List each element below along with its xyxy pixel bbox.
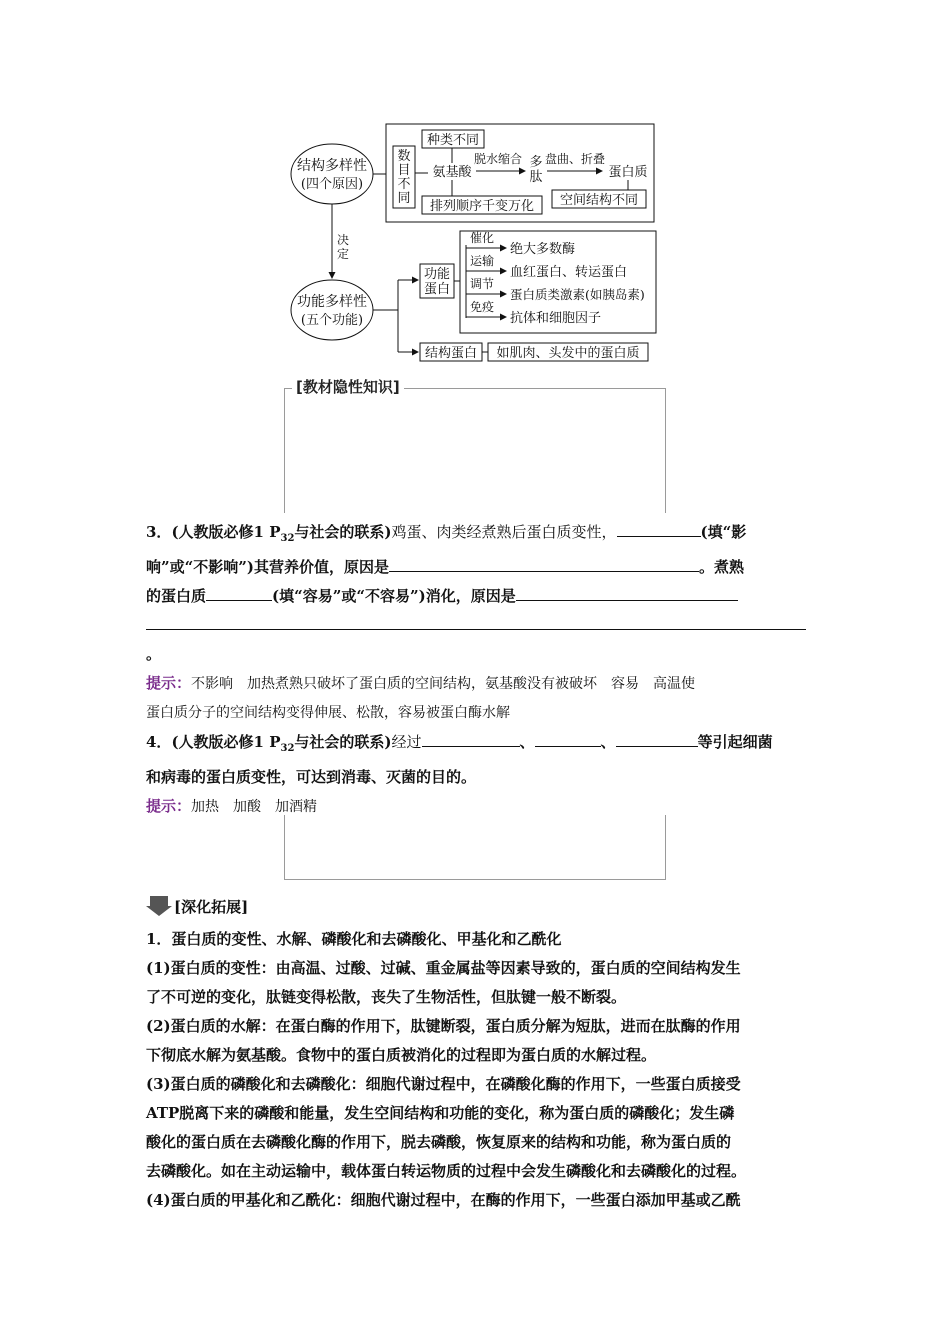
function-ellipse [291,280,373,340]
q3-number: 3． [146,523,172,541]
function-label: 功能多样性 [297,294,367,310]
ext-line-6: ATP脱离下来的磷酸和能量，发生空间结构和功能的变化，称为蛋白质的磷酸化；发生磷 [146,1104,735,1122]
struct-protein-label: 结构蛋白 [424,346,478,361]
extension-head [146,895,248,917]
q3-blank-4[interactable] [516,586,738,601]
decide-char-2: 定 [336,247,350,261]
q4-text-1: 经过 [391,733,422,751]
question-3 [146,518,808,822]
q4-line-1 [146,728,808,763]
q3-source: (人教版必修1 P [171,523,281,541]
q3-source-sub: 32 [280,533,295,544]
q4-number: 4． [146,733,172,751]
down-arrow-icon [146,895,172,917]
concept-diagram [280,118,670,370]
q4-sep-2: 、 [600,733,616,751]
q4-blank-2[interactable] [535,732,601,747]
count-char-1: 数 [397,149,411,164]
func-protein-line-2: 蛋白 [423,282,451,297]
q3-text-3b: (填“容易”或“不容易”)消化，原因是 [272,587,516,605]
decide-char-1: 决 [336,233,350,247]
space-label: 空间结构不同 [559,193,639,208]
q3-text-2b: 。煮熟 [698,558,744,576]
kind-label: 种类不同 [426,133,480,148]
count-char-3: 不 [397,177,411,192]
q3-line-1 [146,518,808,553]
q3-line-5: 。 [146,645,162,663]
q4-source: (人教版必修1 P [171,733,281,751]
q4-line-2: 和病毒的蛋白质变性，可达到消毒、灭菌的目的。 [146,768,477,786]
poly-char-1: 多 [529,155,543,170]
struct-example-label: 如肌肉、头发中的蛋白质 [496,346,640,361]
q4-source-end: 与社会的联系) [294,733,392,751]
extension-head-label: [深化拓展] [174,897,249,916]
func-label-3: 调节 [470,277,495,291]
extension-title: 1．蛋白质的变性、水解、磷酸化和去磷酸化、甲基化和乙酰化 [146,930,562,948]
ext-line-1: (1)蛋白质的变性：由高温、过酸、过碱、重金属盐等因素导致的，蛋白质的空间结构发生 [146,959,741,977]
func-desc-2: 血红蛋白、转运蛋白 [510,265,628,280]
q4-blank-3[interactable] [616,732,698,747]
q3-blank-2[interactable] [389,557,699,572]
count-char-4: 同 [397,191,411,206]
q3-hint-text-1: 不影响 加热煮熟只破坏了蛋白质的空间结构，氨基酸没有被破坏 容易 高温使 [191,676,696,692]
q4-source-sub: 32 [280,743,295,754]
extension-body [146,925,808,1215]
q3-text-1: 鸡蛋、肉类经煮熟后蛋白质变性， [391,523,617,541]
q4-sep-1: 、 [519,733,535,751]
dehydrate-label: 脱水缩合 [473,152,523,166]
func-desc-1: 绝大多数酶 [510,242,576,257]
fold-label: 盘曲、折叠 [544,152,606,166]
q3-line-3 [146,582,808,611]
order-label: 排列顺序千变万化 [429,199,535,214]
hidden-knowledge-frame-bottom [284,815,666,880]
func-label-2: 运输 [470,254,495,268]
structure-ellipse [291,144,373,204]
q3-text-1b: (填“影 [700,523,747,541]
function-sub-label: (五个功能) [300,313,364,328]
ext-line-4: 下彻底水解为氨基酸。食物中的蛋白质被消化的过程即为蛋白质的水解过程。 [146,1046,657,1064]
func-label-4: 免疫 [470,300,495,314]
q3-blank-5[interactable] [146,615,806,630]
ext-line-7: 酸化的蛋白质在去磷酸化酶的作用下，脱去磷酸，恢复原来的结构和功能，称为蛋白质的 [146,1133,732,1151]
structure-label: 结构多样性 [297,158,367,174]
ext-line-9: (4)蛋白质的甲基化和乙酰化：细胞代谢过程中，在酶的作用下，一些蛋白添加甲基或乙酰 [146,1191,741,1209]
ext-line-3: (2)蛋白质的水解：在蛋白酶的作用下，肽键断裂，蛋白质分解为短肽，进而在肽酶的作用 [146,1017,741,1035]
q4-hint-text: 加热 加酸 加酒精 [191,799,318,815]
func-protein-line-1: 功能 [423,267,451,282]
q3-blank-3[interactable] [206,586,272,601]
q3-source-end: 与社会的联系) [294,523,392,541]
q3-hint-line-2: 蛋白质分子的空间结构变得伸展、松散，容易被蛋白酶水解 [146,705,510,721]
ext-line-2: 了不可逆的变化，肽链变得松散，丧失了生物活性，但肽键一般不断裂。 [146,988,627,1006]
q3-hint-line-1 [146,669,808,699]
amino-label: 氨基酸 [432,165,472,180]
func-label-1: 催化 [470,231,495,245]
hidden-knowledge-frame-top [284,388,666,513]
structure-sub-label: (四个原因) [300,177,364,192]
ext-line-8: 去磷酸化。如在主动运输中，载体蛋白转运物质的过程中会发生磷酸化和去磷酸化的过程。 [146,1162,747,1180]
q3-text-2: 响”或“不影响”)其营养价值，原因是 [146,558,389,576]
protein-label: 蛋白质 [608,165,648,180]
q4-text-1b: 等引起细菌 [697,733,773,751]
q3-hint-label: 提示： [146,674,192,692]
q3-text-3: 的蛋白质 [146,587,207,605]
q4-hint-label: 提示： [146,797,192,815]
q3-line-4 [146,611,808,640]
ext-line-5: (3)蛋白质的磷酸化和去磷酸化：细胞代谢过程中，在磷酸化酶的作用下，一些蛋白质接受 [146,1075,741,1093]
func-desc-3: 蛋白质类激素(如胰岛素) [510,287,645,302]
frame-label: [教材隐性知识] [292,376,404,397]
q3-blank-1[interactable] [617,522,701,537]
q3-line-2 [146,553,808,582]
func-desc-4: 抗体和细胞因子 [510,311,602,326]
count-char-2: 目 [397,163,411,178]
poly-char-2: 肽 [529,170,543,185]
q4-blank-1[interactable] [422,732,520,747]
